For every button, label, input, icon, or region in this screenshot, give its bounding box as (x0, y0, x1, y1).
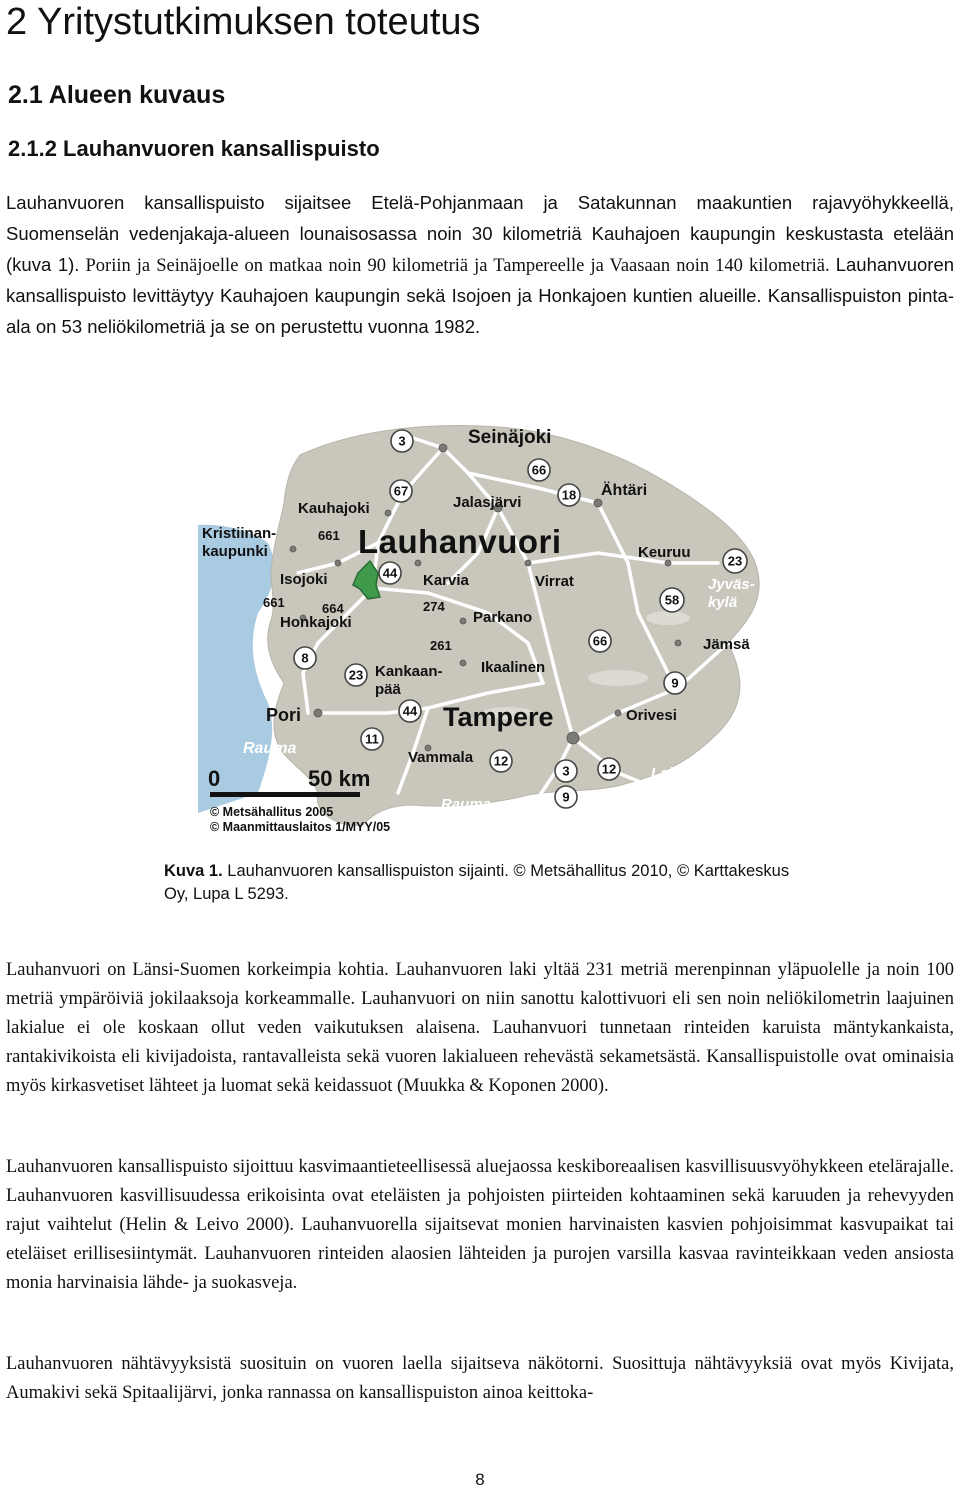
location-map (198, 413, 768, 838)
road-number-261 (430, 638, 452, 653)
svg-text:66: 66 (531, 462, 547, 478)
svg-text:9: 9 (671, 675, 679, 691)
town-label-rauma-south: Rauma (441, 796, 492, 813)
road-number-661 (263, 595, 285, 610)
paragraph-geology: Lauhanvuori on Länsi-Suomen korkeimpia kohtia. Lauhanvuoren laki yltää 231 metriä merenpinnan yläpuolelle ja noin 100 metriä ympäröiviä jokilaaksoja korkeammalle. Lauhanvuori on niin sanottu kalottivuori eli sen noin neliökilometrin laajuinen lakialue ei ole koskaan ollut veden vaikutuksen alaisena. Lauhanvuori tunnetaan rinteiden karuista mäntykankaista, rantakivikoista eli kivijadoista, rantavalleista sekä vuoren lakialueen rehevästä sekametsästä. Kansallispuistolle ovat ominaisia myös kirkasvetiset lähteet ja luomat sekä keidassuot (Muukka & Koponen 2000). (6, 960, 954, 1096)
town-label-keuruu: Keuruu (638, 544, 691, 561)
svg-text:9: 9 (562, 789, 570, 805)
town-label-rauma: Rauma (243, 740, 297, 757)
section-heading: 2.1 Alueen kuvaus (8, 81, 226, 109)
svg-text:11: 11 (365, 731, 379, 747)
road-number-3 (391, 430, 413, 452)
svg-text:44: 44 (402, 703, 418, 719)
scale-zero: 0 (208, 766, 221, 791)
intro-sentence-distances: Poriin ja Seinäjoelle on matkaa noin 90 kilometriä ja Tampereelle ja Vaasaan noin 140 kilometriä. (85, 256, 830, 276)
town-label-vaasa: Vaasa (295, 424, 344, 443)
svg-text:44: 44 (382, 565, 398, 581)
svg-text:661: 661 (263, 595, 285, 610)
town-label-kankaanpaa: Kankaan- (375, 663, 443, 680)
svg-text:8: 8 (301, 650, 309, 666)
road-number-12 (598, 758, 620, 780)
road-number-9 (664, 672, 686, 694)
svg-text:3: 3 (562, 763, 570, 779)
svg-text:58: 58 (664, 592, 680, 608)
town-label-karvia: Karvia (423, 572, 469, 589)
intro-paragraph (6, 188, 954, 343)
map-title: Lauhanvuori (358, 523, 562, 560)
svg-text:66: 66 (592, 633, 608, 649)
page-number: 8 (475, 1470, 485, 1489)
road-number-23 (723, 549, 747, 573)
scale-bar (210, 792, 360, 797)
town-label-ikaalinen: Ikaalinen (481, 659, 546, 676)
town-dot (439, 444, 447, 452)
town-label-isojoki: Isojoki (280, 571, 328, 588)
town-label-jamsa: Jämsä (703, 636, 750, 653)
road-number-661 (318, 528, 340, 543)
scale-label: 50 km (308, 766, 371, 791)
intro-sentence-sans: Lauhanvuoren kansallispuisto sijaitsee Etelä-Pohjanmaan ja Satakunnan maakuntien rajavyöhykkeellä, Suomenselän vedenjakaja-alueen lounaisosassa noin 30 kilometriä Kauhajoen kaupungin keskustasta etelään (kuva 1). (6, 192, 954, 275)
paragraph-sights: Lauhanvuoren nähtävyyksistä suosituin on vuoren laella sijaitseva näkötorni. Suosittuja nähtävyyksiä ovat myös Kivijata, Aumakivi sekä Spitaalijärvi, jonka rannassa on kansallispuiston ainoa keittoka- (6, 1354, 954, 1403)
town-label-seinajoki: Seinäjoki (468, 427, 552, 448)
svg-text:261: 261 (430, 638, 452, 653)
lake (646, 611, 690, 625)
town-label-lahti: Lahti (651, 765, 687, 782)
road-number-8 (294, 647, 316, 669)
map-copyright: © Metsähallitus 2005 (210, 805, 334, 819)
town-dot (385, 510, 391, 516)
town-dot (460, 618, 466, 624)
town-dot (594, 499, 602, 507)
intro-sentence-area: Lauhanvuoren kansallispuisto levittäytyy Kauhajoen kaupungin sekä Isojoen ja Honkajoen kuntien alueille. Kansallispuiston pinta-ala on 53 neliökilometriä ja se on perustettu vuonna 1982. (6, 254, 955, 337)
svg-text:23: 23 (727, 553, 743, 569)
svg-text:661: 661 (318, 528, 340, 543)
figure-caption (164, 860, 804, 906)
town-label-honkajoki: Honkajoki (280, 614, 352, 631)
road-number-12 (490, 750, 512, 772)
town-label-parkano: Parkano (473, 609, 533, 626)
road-number-11 (361, 728, 383, 750)
town-label-kristiinankaupunki: Kristiinan- (202, 525, 277, 542)
town-label-vammala: Vammala (408, 749, 474, 766)
subsection-heading: 2.1.2 Lauhanvuoren kansallispuisto (8, 136, 380, 161)
svg-text:664: 664 (322, 601, 344, 616)
road-number-18 (558, 484, 580, 506)
svg-text:67: 67 (393, 483, 409, 499)
town-label-pori: Pori (266, 705, 302, 725)
svg-text:274: 274 (423, 599, 445, 614)
caption-text: Lauhanvuoren kansallispuiston sijainti. © Metsähallitus 2010, © Karttakeskus Oy, Lupa L 5293. (164, 862, 790, 903)
town-label-ahtari: Ähtäri (601, 482, 648, 499)
road-number-9 (555, 786, 577, 808)
road-number-23 (345, 664, 367, 686)
town-dot (415, 560, 421, 566)
svg-text:12: 12 (493, 753, 509, 769)
town-dot (460, 660, 466, 666)
town-label-jyvaskyla: kylä (708, 594, 738, 611)
town-label-jalasjarvi: Jalasjärvi (453, 494, 522, 511)
svg-text:23: 23 (348, 667, 364, 683)
map-copyright: © Maanmittauslaitos 1/MYY/05 (210, 820, 391, 834)
paragraph-vegetation: Lauhanvuoren kansallispuisto sijoittuu kasvimaantieteellisessä aluejaossa keskiboreaalisen kasvillisuusvyöhykkeen etelärajalle. Lauhanvuoren kasvillisuudessa erikoisinta ovat eteläisten ja pohjoisten piirteiden kohtaaminen sekä karuuden ja rehevyyden rajut vaihtelut (Helin & Leivo 2000). Lauhanvuorella sijaitsevat monien harvinaisten kasvien pohjoisimmat kasvupaikat tai eteläiset erillisesiintymät. Lauhanvuoren rinteiden alaosien lähteiden ja purojen varsilla kasvaa ravinteikkaan veden ansiosta monia harvinaisia lähde- ja suokasveja. (6, 1157, 954, 1293)
road-number-58 (660, 588, 684, 612)
town-label-orivesi: Orivesi (626, 707, 677, 724)
town-label-tampere: Tampere (443, 702, 554, 732)
road-number-664 (322, 601, 344, 616)
town-dot (335, 560, 341, 566)
lake (588, 670, 648, 686)
road-number-66 (528, 459, 550, 481)
road-number-66 (589, 630, 611, 652)
town-dot (290, 546, 296, 552)
road-number-274 (423, 599, 445, 614)
svg-text:12: 12 (601, 761, 617, 777)
road-number-44 (379, 562, 401, 584)
town-label-jyvaskyla: Jyväs- (708, 576, 755, 593)
road-number-3 (555, 760, 577, 782)
town-label-helsinki: Helsinki (590, 796, 648, 813)
town-label-kankaanpaa: pää (375, 681, 401, 698)
caption-label: Kuva 1. (164, 862, 223, 880)
town-dot (675, 640, 681, 646)
svg-text:3: 3 (398, 433, 406, 449)
chapter-heading: 2 Yritystutkimuksen toteutus (6, 1, 481, 43)
town-label-kauhajoki: Kauhajoki (298, 500, 370, 517)
town-label-kristiinankaupunki: kaupunki (202, 543, 268, 560)
town-dot (615, 710, 621, 716)
town-dot (314, 709, 322, 717)
road-number-67 (390, 480, 412, 502)
town-dot (567, 732, 579, 744)
town-dot (525, 560, 531, 566)
svg-text:18: 18 (561, 487, 577, 503)
town-label-virrat: Virrat (535, 573, 574, 590)
town-label-turku: Turku (591, 817, 633, 834)
road-number-44 (399, 700, 421, 722)
